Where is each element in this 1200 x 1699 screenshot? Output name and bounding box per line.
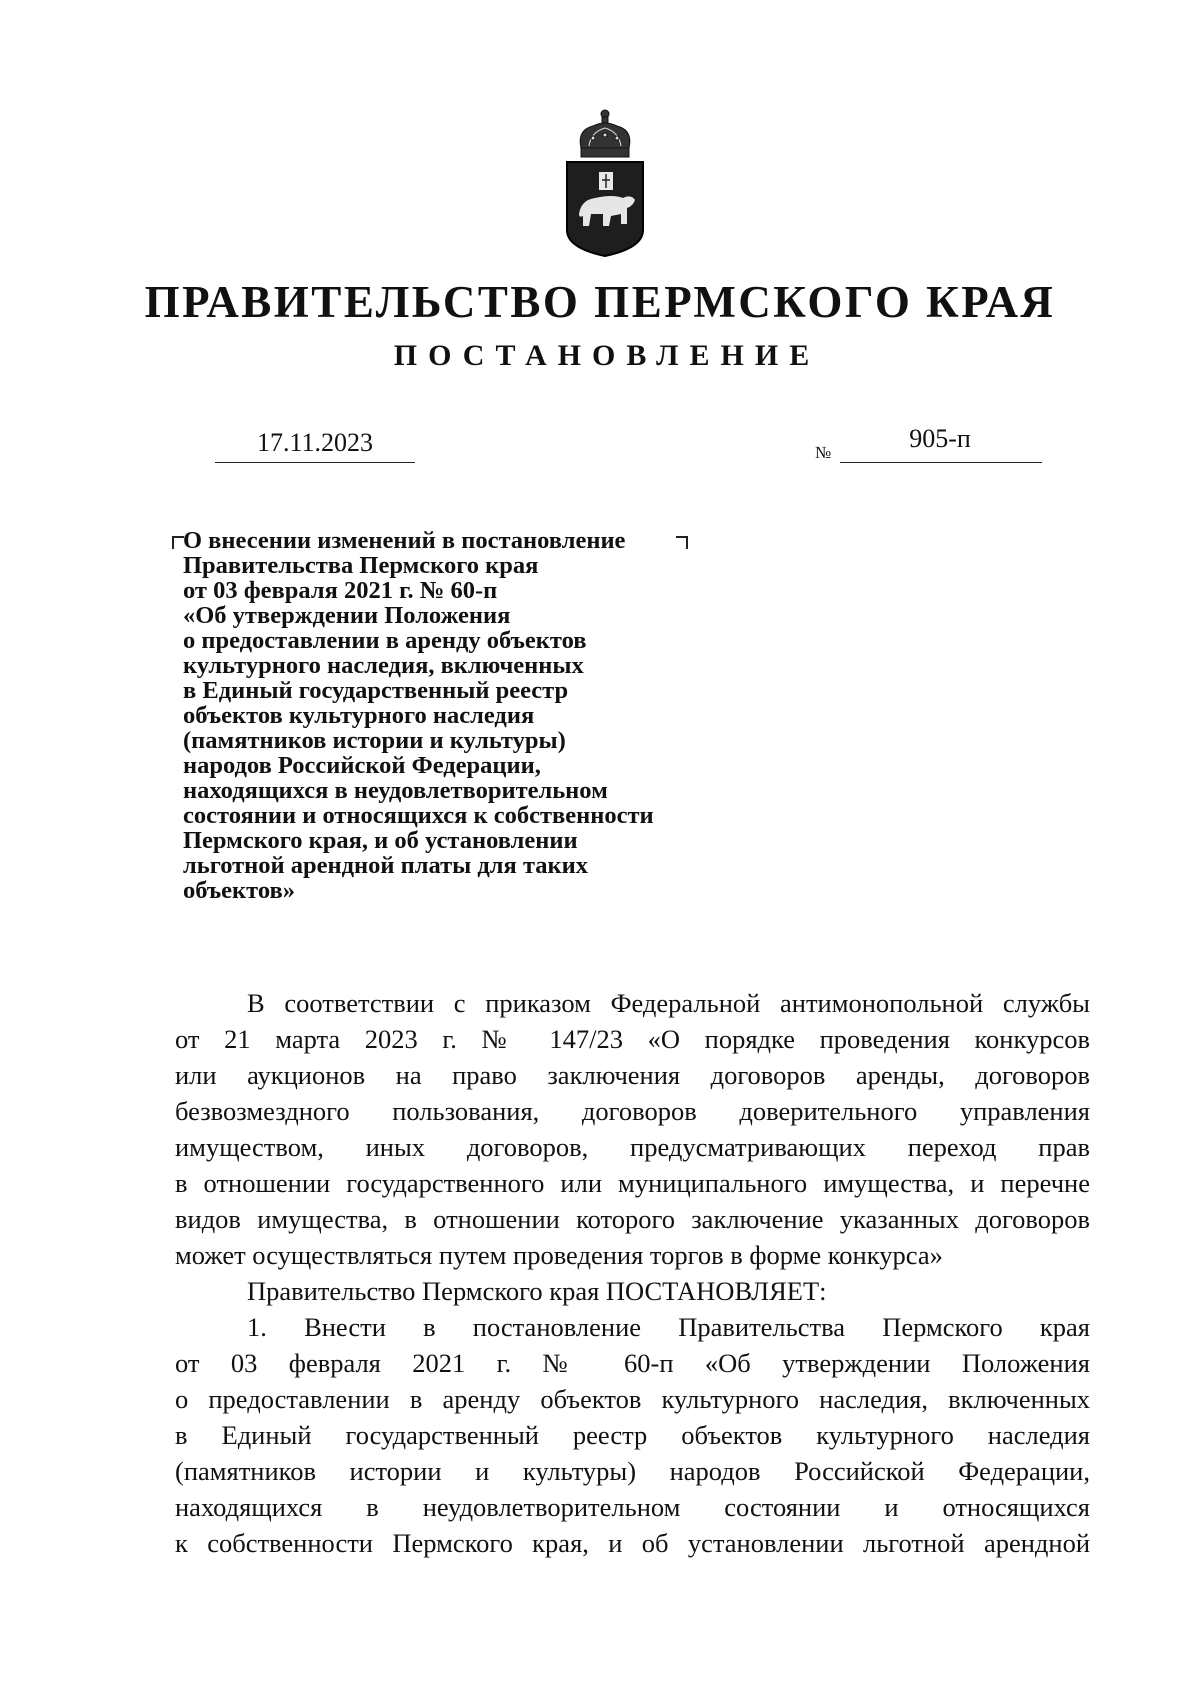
body-line: в Единый государственный реестр объектов культурного наследия: [175, 1420, 1090, 1450]
body-line: безвозмездного пользования, договоров доверительного управления: [175, 1096, 1090, 1126]
preamble-paragraph: [175, 985, 1090, 1273]
body-line: в отношении государственного или муниципального имущества, и перечне: [175, 1168, 1090, 1198]
body-line: от 21 марта 2023 г. № 147/23 «О порядке проведения конкурсов: [175, 1024, 1090, 1054]
subject-line: Пермского края, и об установлении: [183, 827, 578, 854]
document-subject: [183, 528, 743, 903]
document-body: [175, 985, 1090, 1561]
body-line: (памятников истории и культуры) народов Российской Федерации,: [175, 1456, 1090, 1486]
resolves-line: Правительство Пермского края ПОСТАНОВЛЯЕТ:: [247, 1276, 827, 1306]
subject-line: объектов»: [183, 877, 295, 904]
document-number: 905-п: [909, 424, 971, 453]
subject-line: находящихся в неудовлетворительном: [183, 777, 608, 804]
subject-line: народов Российской Федерации,: [183, 752, 541, 779]
subject-line: о предоставлении в аренду объектов: [183, 627, 587, 654]
subject-line: «Об утверждении Положения: [183, 602, 511, 629]
subject-line: объектов культурного наследия: [183, 702, 535, 729]
document-date: 17.11.2023: [256, 428, 374, 457]
body-line: имуществом, иных договоров, предусматривающих переход прав: [175, 1132, 1090, 1162]
body-line: к собственности Пермского края, и об установлении льготной арендной: [175, 1528, 1090, 1558]
body-line: 1. Внести в постановление Правительства Пермского края: [247, 1312, 1090, 1342]
date-underline: [215, 462, 415, 463]
body-line: о предоставлении в аренду объектов культурного наследия, включенных: [175, 1384, 1090, 1414]
subject-line: культурного наследия, включенных: [183, 652, 584, 679]
body-line: от 03 февраля 2021 г. № 60-п «Об утверждении Положения: [175, 1348, 1090, 1378]
subject-line: Правительства Пермского края: [183, 552, 539, 579]
item-1-paragraph: [175, 1309, 1090, 1561]
number-underline: [840, 462, 1042, 463]
body-line: может осуществляться путем проведения торгов в форме конкурса»: [175, 1240, 943, 1270]
number-sign: №: [815, 443, 832, 462]
perm-krai-coat-of-arms-icon: [561, 108, 649, 260]
document-type: ПОСТАНОВЛЕНИЕ: [393, 339, 821, 372]
subject-line: О внесении изменений в постановление: [183, 527, 626, 554]
subject-line: (памятников истории и культуры): [183, 727, 566, 754]
subject-line: состоянии и относящихся к собственности: [183, 802, 654, 829]
body-line: или аукционов на право заключения договоров аренды, договоров: [175, 1060, 1090, 1090]
subject-line: льготной арендной платы для таких: [183, 852, 589, 879]
subject-line: от 03 февраля 2021 г. № 60-п: [183, 577, 498, 604]
body-line: видов имущества, в отношении которого заключение указанных договоров: [175, 1204, 1090, 1234]
subject-line: в Единый государственный реестр: [183, 677, 569, 704]
body-line: находящихся в неудовлетворительном состоянии и относящихся: [175, 1492, 1090, 1522]
government-title: ПРАВИТЕЛЬСТВО ПЕРМСКОГО КРАЯ: [144, 277, 1056, 327]
body-line: В соответствии с приказом Федеральной антимонопольной службы: [247, 988, 1090, 1018]
